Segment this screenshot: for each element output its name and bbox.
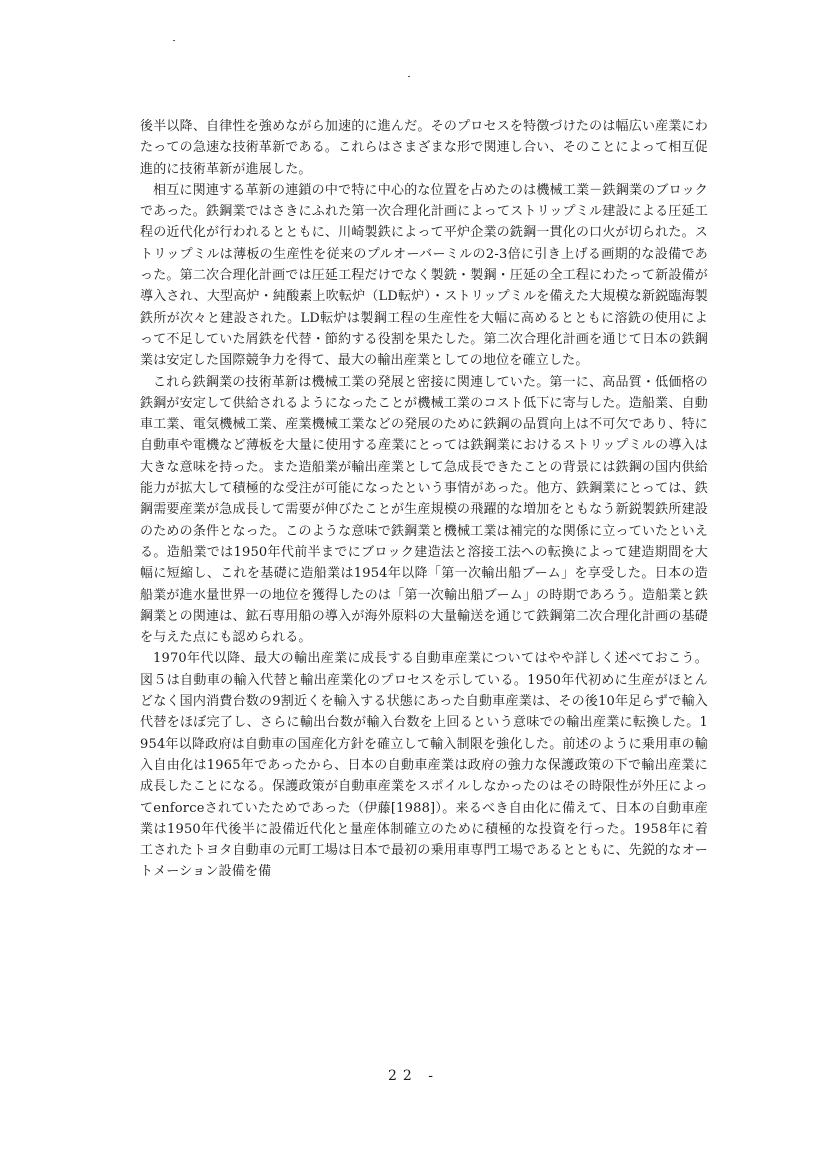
paragraph-automobile-industry: 1970年代以降、最大の輸出産業に成長する自動車産業についてはやや詳しく述べておこう。図５は自動車の輸入代替と輸出産業化のプロセスを示している。1950年代初めに生産がほとんどなく国内消費台数の9割近くを輸入する状態にあった自動車産業は、その後10年足らずで輸入代替をほぼ完了し、さらに輸出台数が輸入台数を上回るという意味での輸出産業に転換した。1954年以降政府は自動車の国産化方針を確立して輸入制限を強化した。前述のように乗用車の輸入自由化は1965年であったから、日本の自動車産業は政府の強力な保護政策の下で輸出産業に成長したことになる。保護政策が自動車産業をスポイルしなかったのはその時限性が外圧によってenforceされていたためであった（伊藤[1988]）。来るべき自由化に備えて、日本の自動車産業は1950年代後半に設備近代化と量産体制確立のために積極的な投資を行った。1958年に着工されたトヨタ自動車の元町工場は日本で最初の乗用車専門工場であるとともに、先鋭的なオートメーション設備を備 bbox=[140, 651, 708, 880]
page-number: 22 - bbox=[388, 1068, 439, 1084]
paragraph-steel-machinery-block: 相互に関連する革新の連鎖の中で特に中心的な位置を占めたのは機械工業－鉄鋼業のブロックであった。鉄鋼業ではさきにふれた第一次合理化計画によってストリップミル建設による圧延工程の近代化が行われるとともに、川崎製鉄によって平炉企業の銑鋼一貫化の口火が切られた。ストリップミルは薄板の生産性を従来のプルオーバーミルの2-3倍に引き上げる画期的な設備であった。第二次合理化計画では圧延工程だけでなく製銑・製鋼・圧延の全工程にわたって新設備が導入され、大型高炉・純酸素上吹転炉（LD転炉）・ストリップミルを備えた大規模な新鋭臨海製鉄所が次々と建設された。LD転炉は製鋼工程の生産性を大幅に高めるとともに溶銑の使用によって不足していた屑鉄を代替・節約する役割を果たした。第二次合理化計画を通じて日本の鉄鋼業は安定した国際競争力を得て、最大の輸出産業としての地位を確立した。 bbox=[140, 182, 708, 369]
document-body bbox=[140, 116, 708, 883]
paragraph-steel-machinery-linkage: これら鉄鋼業の技術革新は機械工業の発展と密接に関連していた。第一に、高品質・低価格の鉄鋼が安定して供給されるようになったことが機械工業のコスト低下に寄与した。造船業、自動車工業、電気機械工業、産業機械工業などの発展のために鉄鋼の品質向上は不可欠であり、特に自動車や電機など薄板を大量に使用する産業にとっては鉄鋼業におけるストリップミルの導入は大きな意味を持った。また造船業が輸出産業として急成長できたことの背景には鉄鋼の国内供給能力が拡大して積極的な受注が可能になったという事情があった。他方、鉄鋼業にとっては、鉄鋼需要産業が急成長して需要が伸びたことが生産規模の飛躍的な増加をともなう新鋭製鉄所建設のための条件となった。このような意味で鉄鋼業と機械工業は補完的な関係に立っていたといえる。造船業では1950年代前半までにブロック建造法と溶接工法への転換によって建造期間を大幅に短縮し、これを基礎に造船業は1954年以降「第一次輸出船ブーム」を享受した。日本の造船業が進水量世界一の地位を獲得したのは「第一次輸出船ブーム」の時期であろう。造船業と鉄鋼業との関連は、鉱石専用船の導入が海外原料の大量輸送を通じて鉄鋼第二次合理化計画の基礎を与えた点にも認められる。 bbox=[140, 374, 708, 646]
scan-speck bbox=[408, 76, 410, 77]
scan-speck bbox=[173, 40, 175, 41]
paragraph-continued: 後半以降、自律性を強めながら加速的に進んだ。そのプロセスを特徴づけたのは幅広い産業にわたっての急速な技術革新である。これらはさまざまな形で関連し合い、そのことによって相互促進的に技術革新が進展した。 bbox=[140, 119, 708, 177]
